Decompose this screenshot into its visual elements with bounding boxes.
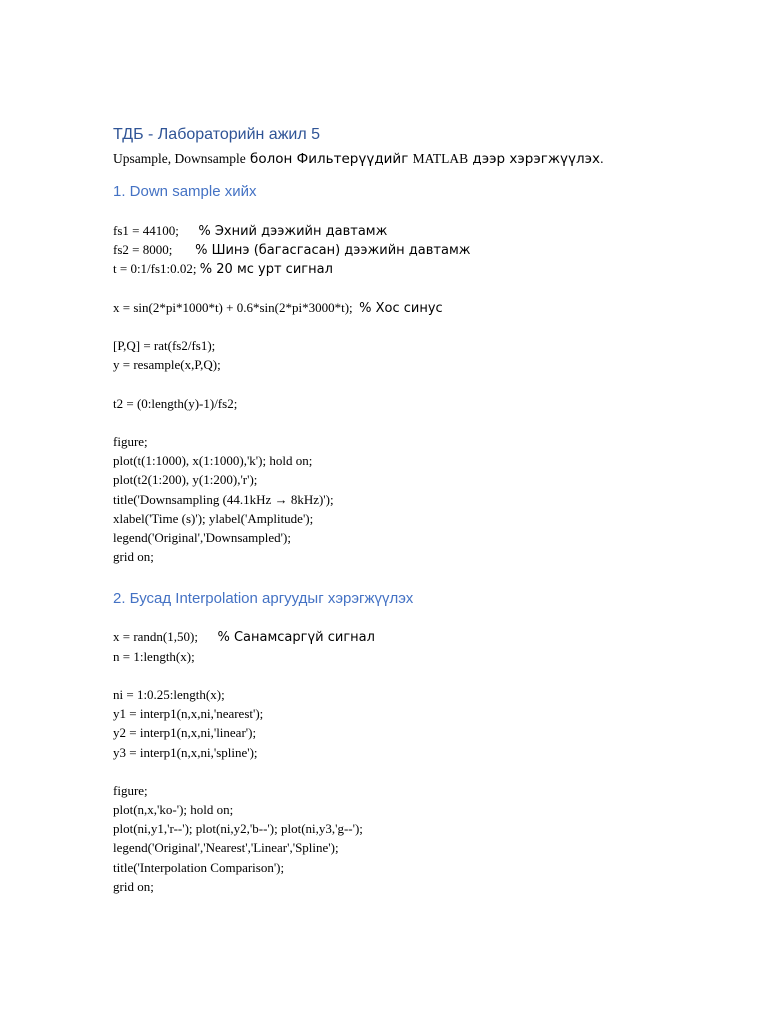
code-text: t = 0:1/fs1:0.02; bbox=[113, 261, 200, 277]
blank-line bbox=[113, 375, 733, 394]
code-text: xlabel('Time (s)'); ylabel('Amplitude'); bbox=[113, 510, 314, 526]
code-text: grid on; bbox=[113, 878, 154, 894]
section-1-heading: 1. Down sample хийх bbox=[113, 183, 257, 200]
code-text: legend('Original','Nearest','Linear','Spline'); bbox=[113, 840, 339, 856]
code-text: plot(n,x,'ko-'); hold on; bbox=[113, 802, 234, 818]
code-line bbox=[113, 394, 733, 413]
code-text: ni = 1:0.25:length(x); bbox=[113, 686, 225, 702]
code-text: x = randn(1,50); bbox=[113, 629, 218, 645]
code-comment: % Эхний дээжийн давтамж bbox=[198, 224, 388, 239]
code-line bbox=[113, 528, 733, 547]
blank-line bbox=[113, 413, 733, 432]
code-comment: % Санамсаргүй сигнал bbox=[217, 630, 375, 646]
subtitle-end: . bbox=[600, 151, 604, 166]
section-2-code-block bbox=[113, 627, 733, 896]
code-text: title('Downsampling (44.1kHz → 8kHz)'); bbox=[113, 491, 334, 507]
code-text: plot(t(1:1000), x(1:1000),'k'); hold on; bbox=[113, 453, 313, 469]
code-line bbox=[113, 819, 733, 838]
code-comment: % Шинэ (багасгасан) дээжийн давтамж bbox=[195, 243, 471, 259]
code-text: n = 1:length(x); bbox=[113, 648, 195, 664]
blank-line bbox=[113, 666, 733, 685]
code-text: t2 = (0:length(y)-1)/fs2; bbox=[113, 395, 238, 411]
code-text: y1 = interp1(n,x,ni,'nearest'); bbox=[113, 706, 264, 722]
blank-line bbox=[113, 317, 733, 336]
code-line bbox=[113, 685, 733, 704]
code-text: y = resample(x,P,Q); bbox=[113, 357, 221, 373]
code-text: title('Interpolation Comparison'); bbox=[113, 859, 285, 875]
code-line bbox=[113, 858, 733, 877]
code-line bbox=[113, 704, 733, 723]
code-line bbox=[113, 451, 733, 470]
document-subtitle bbox=[113, 149, 733, 169]
subtitle-prefix: Upsample, Downsample bbox=[113, 151, 246, 166]
code-text: figure; bbox=[113, 782, 148, 798]
code-line bbox=[113, 509, 733, 528]
code-line bbox=[113, 800, 733, 819]
code-line bbox=[113, 470, 733, 489]
blank-line bbox=[113, 279, 733, 298]
code-text: fs1 = 44100; bbox=[113, 223, 199, 238]
code-line bbox=[113, 259, 733, 278]
code-line bbox=[113, 877, 733, 896]
code-line bbox=[113, 490, 733, 509]
code-text: y2 = interp1(n,x,ni,'linear'); bbox=[113, 725, 257, 741]
code-line bbox=[113, 627, 733, 646]
blank-line bbox=[113, 762, 733, 781]
subtitle-cyrillic-part-1: болон Фильтерүүдийг bbox=[245, 151, 413, 167]
subtitle-cyrillic-part-2: дээр хэрэгжүүлэх bbox=[468, 151, 601, 167]
document-title: ТДБ - Лабораторийн ажил 5 bbox=[113, 126, 321, 143]
code-line bbox=[113, 298, 733, 317]
code-text: x = sin(2*pi*1000*t) + 0.6*sin(2*pi*3000*t); bbox=[113, 299, 360, 315]
code-line bbox=[113, 647, 733, 666]
section-1-code-block bbox=[113, 221, 733, 566]
code-line bbox=[113, 743, 733, 762]
code-text: [P,Q] = rat(fs2/fs1); bbox=[113, 338, 216, 354]
code-text: plot(t2(1:200), y(1:200),'r'); bbox=[113, 472, 258, 488]
code-line bbox=[113, 838, 733, 857]
code-comment: % 20 мс урт сигнал bbox=[199, 262, 333, 278]
subtitle-matlab: MATLAB bbox=[412, 151, 469, 166]
document-content bbox=[113, 124, 733, 896]
code-text: plot(ni,y1,'r--'); plot(ni,y2,'b--'); plot(ni,y3,'g--'); bbox=[113, 821, 363, 837]
code-text: figure; bbox=[113, 434, 148, 450]
code-text: grid on; bbox=[113, 549, 154, 565]
section-2-heading: 2. Бусад Interpolation аргуудыг хэрэгжүүлэх bbox=[113, 590, 414, 608]
code-line bbox=[113, 336, 733, 355]
code-text: y3 = interp1(n,x,ni,'spline'); bbox=[113, 744, 258, 760]
code-line bbox=[113, 723, 733, 742]
code-line bbox=[113, 432, 733, 451]
code-comment: % Хос синус bbox=[359, 300, 443, 316]
code-line bbox=[113, 221, 733, 240]
code-line bbox=[113, 547, 733, 566]
code-text: fs2 = 8000; bbox=[113, 242, 196, 258]
code-line bbox=[113, 355, 733, 374]
code-line bbox=[113, 781, 733, 800]
code-text: legend('Original','Downsampled'); bbox=[113, 530, 291, 545]
code-line bbox=[113, 240, 733, 259]
